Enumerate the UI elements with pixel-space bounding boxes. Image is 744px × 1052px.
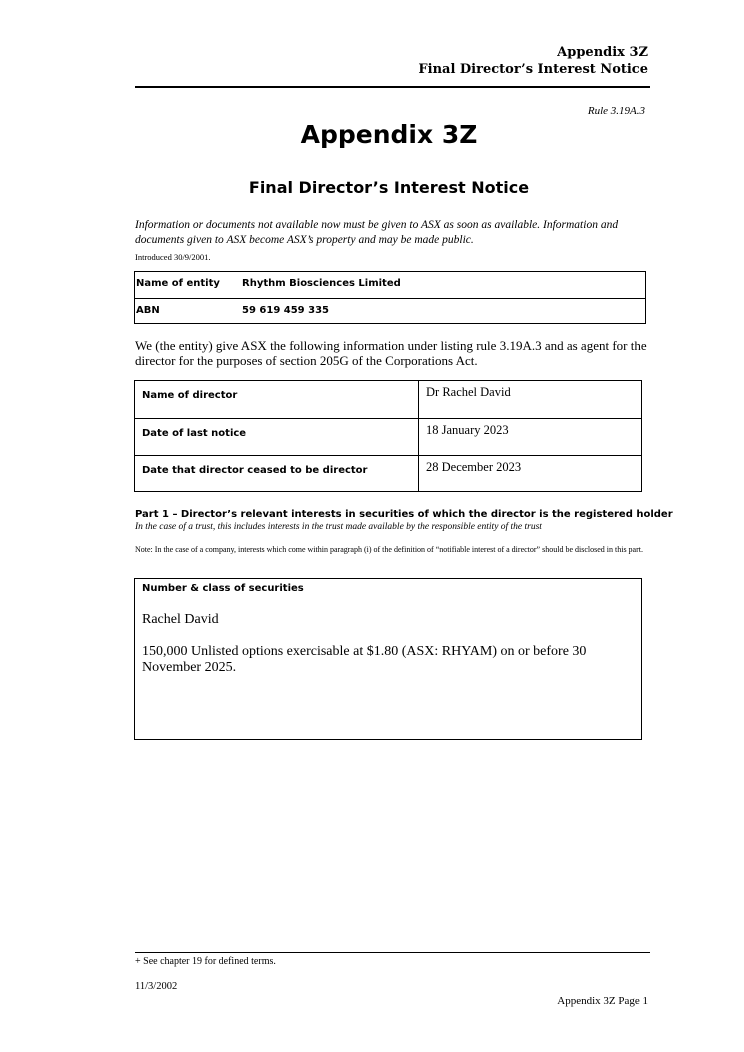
- entity-name-value: Rhythm Biosciences Limited: [242, 278, 401, 289]
- director-name-value: Dr Rachel David: [426, 385, 511, 399]
- ceased-date-value: 28 December 2023: [426, 460, 522, 474]
- header-notice-title: Final Director’s Interest Notice: [418, 62, 648, 77]
- rule-reference: Rule 3.19A.3: [587, 105, 645, 117]
- securities-description: 150,000 Unlisted options exercisable at $1.80 (ASX: RHYAM) on or before 30 November 2025.: [142, 644, 587, 675]
- last-notice-label: Date of last notice: [142, 428, 247, 439]
- abn-value: 59 619 459 335: [242, 305, 329, 316]
- director-table: [134, 380, 642, 492]
- securities-label: Number & class of securities: [142, 583, 304, 594]
- ceased-date-row: [135, 455, 641, 493]
- header-divider: [135, 86, 650, 88]
- agent-statement: We (the entity) give ASX the following information under listing rule 3.19A.3 and as agent for the director for the purposes of section 205G of the Corporations Act.: [135, 338, 647, 368]
- page-title: Appendix 3Z: [300, 120, 478, 149]
- footer-divider: [135, 952, 650, 953]
- footer-date: 11/3/2002: [135, 981, 178, 992]
- entity-table: [134, 271, 646, 324]
- footer-defined-terms-note: + See chapter 19 for defined terms.: [135, 956, 276, 967]
- entity-name-label: Name of entity: [136, 278, 220, 289]
- securities-box: [134, 578, 642, 740]
- director-name-label: Name of director: [142, 390, 238, 401]
- part1-subheading: In the case of a trust, this includes interests in the trust made available by the responsible entity of the trust: [135, 522, 542, 532]
- part1-heading: Part 1 – Director’s relevant interests in securities of which the director is the registered holder: [135, 509, 673, 520]
- last-notice-row: [135, 418, 641, 456]
- last-notice-value: 18 January 2023: [426, 423, 509, 437]
- securities-holder: Rachel David: [142, 612, 219, 627]
- ceased-date-label: Date that director ceased to be director: [142, 465, 368, 476]
- introduced-date: Introduced 30/9/2001.: [135, 252, 211, 262]
- abn-row: [135, 298, 645, 325]
- part1-note: Note: In the case of a company, interests which come within paragraph (i) of the definition of “notifiable interest of a director” should be disclosed in this part.: [135, 545, 643, 554]
- footer-page-number: Appendix 3Z Page 1: [557, 995, 648, 1007]
- page-subtitle: Final Director’s Interest Notice: [248, 178, 530, 197]
- information-notice: Information or documents not available now must be given to ASX as soon as available. Information and documents given to ASX become ASX’s property and may be made public.: [135, 219, 619, 246]
- director-name-row: [135, 381, 641, 418]
- abn-label: ABN: [136, 305, 160, 316]
- header-appendix-label: Appendix 3Z: [557, 45, 648, 60]
- entity-name-row: [135, 272, 645, 298]
